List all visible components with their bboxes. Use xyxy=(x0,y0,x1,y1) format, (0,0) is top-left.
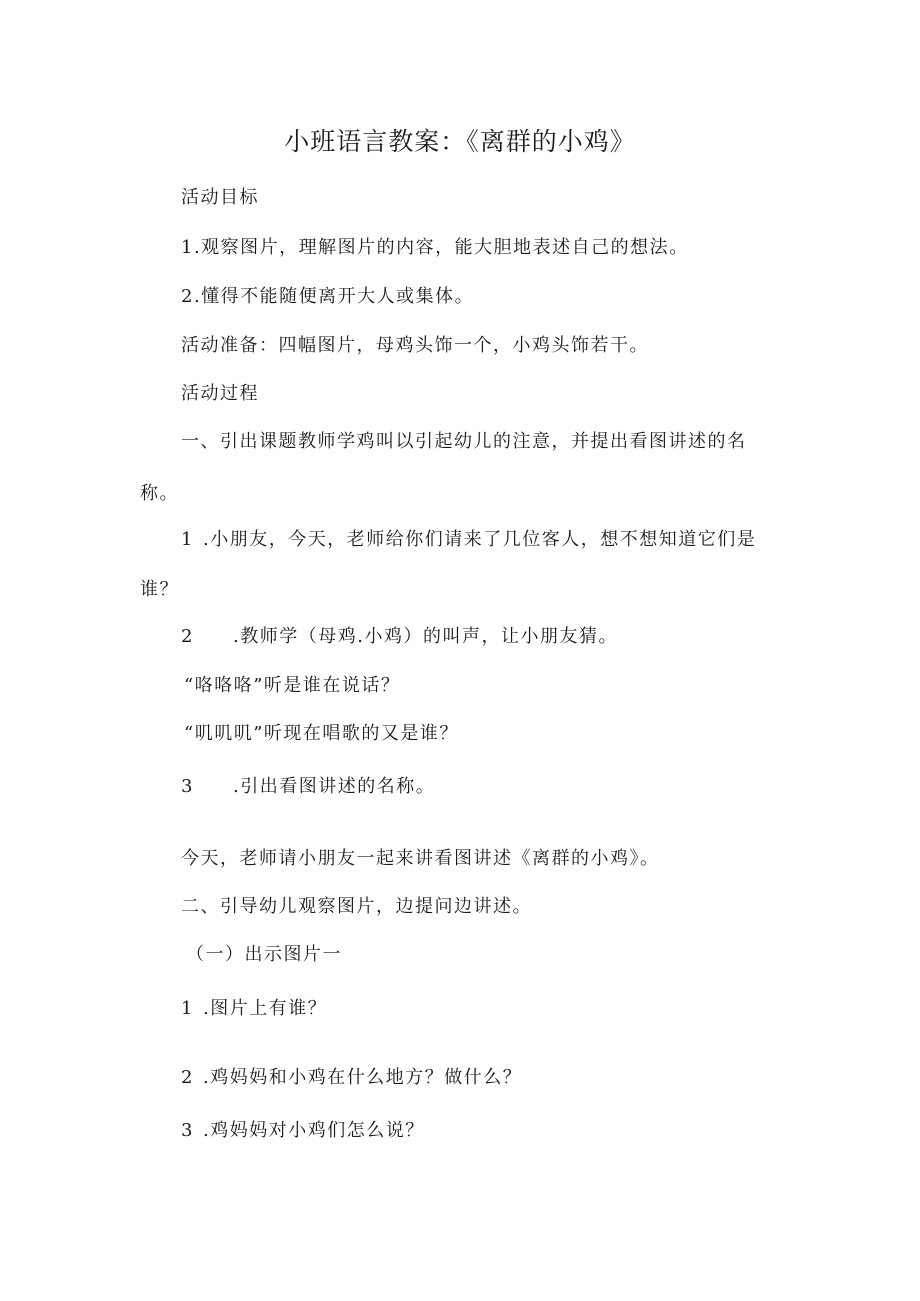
step1-question-2-number: 2 xyxy=(181,626,194,647)
preparation-text: 活动准备：四幅图片，母鸡头饰一个，小鸡头饰若干。 xyxy=(181,335,649,356)
picture1-question-2-text: .鸡妈妈和小鸡在什么地方？做什么？ xyxy=(203,1067,523,1088)
step1-question-2 xyxy=(181,623,618,651)
picture1-question-3-number: 3 xyxy=(181,1120,194,1141)
step2-heading: 二、引导幼儿观察图片，边提问边讲述。 xyxy=(181,896,532,917)
picture1-question-2 xyxy=(181,1064,522,1092)
page-title: 小班语言教案：《离群的小鸡》 xyxy=(284,127,636,156)
process-heading: 活动过程 xyxy=(181,383,259,404)
step1-question-1-line2: 谁？ xyxy=(140,579,179,600)
sound-question-2: “叽叽叽”听现在唱歌的又是谁？ xyxy=(184,723,459,744)
step1-line2: 称。 xyxy=(140,483,179,504)
today-line: 今天，老师请小朋友一起来讲看图讲述《离群的小鸡》。 xyxy=(181,848,660,869)
objectives-heading: 活动目标 xyxy=(181,187,259,208)
step1-line1: 一、引出课题教师学鸡叫以引起幼儿的注意，并提出看图讲述的名 xyxy=(181,431,747,452)
step1-question-1-number: 1 xyxy=(181,529,194,550)
picture1-question-1-number: 1 xyxy=(181,998,194,1019)
step1-question-3-number: 3 xyxy=(181,776,194,797)
step1-question-3 xyxy=(181,773,435,801)
picture1-question-3 xyxy=(181,1117,425,1145)
sound-question-1: “咯咯咯”听是谁在说话？ xyxy=(184,675,401,696)
picture1-question-3-text: .鸡妈妈对小鸡们怎么说？ xyxy=(203,1120,425,1141)
picture1-question-1 xyxy=(181,995,327,1023)
step1-question-3-text: .引出看图讲述的名称。 xyxy=(233,776,436,797)
picture1-question-2-number: 2 xyxy=(181,1067,194,1088)
step1-question-1-line1 xyxy=(181,526,756,554)
picture1-heading: （一）出示图片一 xyxy=(186,944,342,965)
step1-question-1-text: .小朋友，今天，老师给你们请来了几位客人，想不想知道它们是 xyxy=(203,529,757,550)
picture1-question-1-text: .图片上有谁？ xyxy=(203,998,328,1019)
step1-question-2-text: .教师学（母鸡.小鸡）的叫声，让小朋友猜。 xyxy=(233,626,618,647)
objective-1: 1.观察图片，理解图片的内容，能大胆地表述自己的想法。 xyxy=(181,237,689,258)
objective-2: 2.懂得不能随便离开大人或集体。 xyxy=(181,286,475,307)
